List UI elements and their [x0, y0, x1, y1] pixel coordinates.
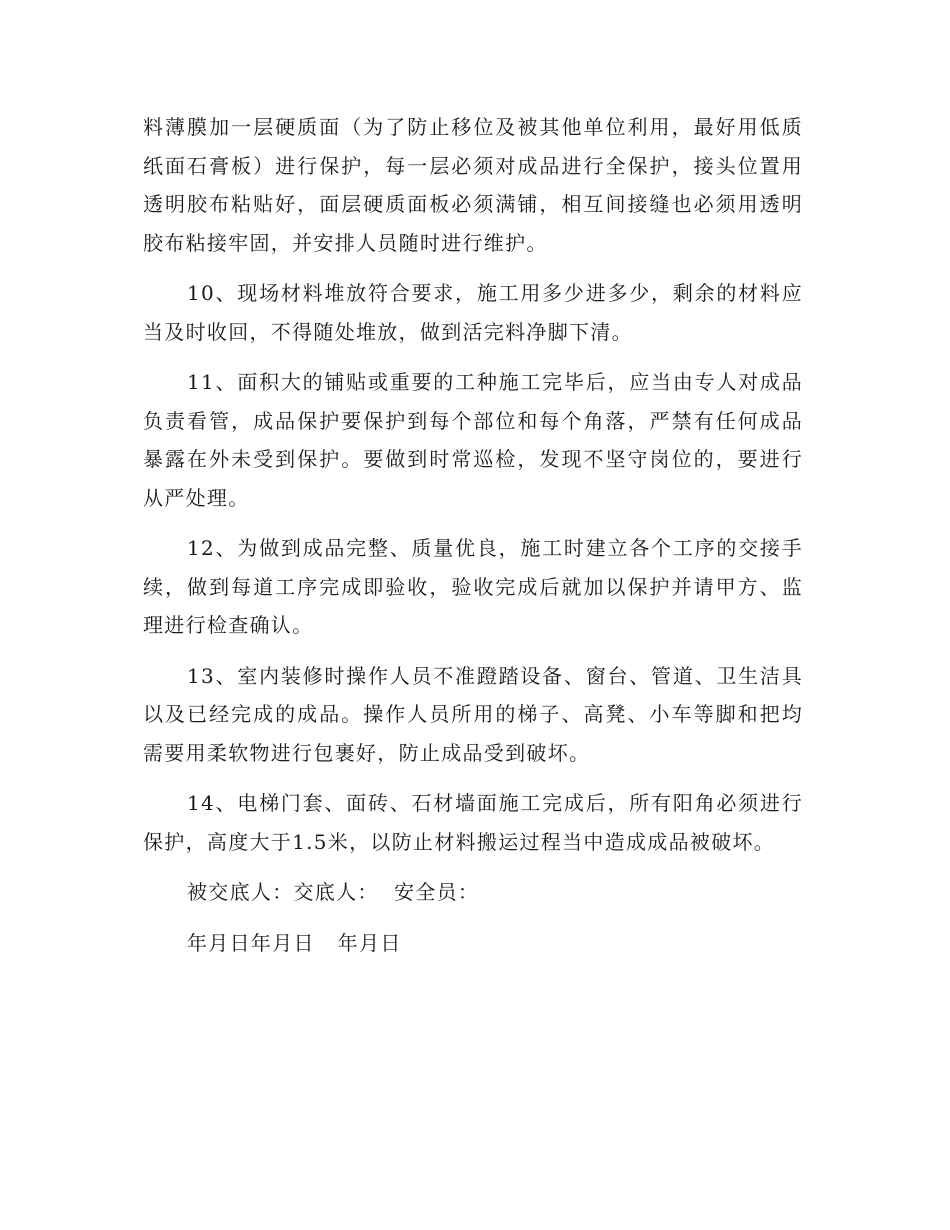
paragraph-item-11: 11、面积大的铺贴或重要的工种施工完毕后，应当由专人对成品负责看管，成品保护要保护到每个部位和每个角落，严禁有任何成品暴露在外未受到保护。要做到时常巡检，发现不坚守岗位的，要进行从严处理。 [143, 370, 803, 510]
signature-roles: 被交底人：交底人： 安全员： [187, 880, 480, 904]
paragraph-item-12: 12、为做到成品完整、质量优良，施工时建立各个工序的交接手续，做到每道工序完成即验收，验收完成后就加以保护并请甲方、监理进行检查确认。 [143, 536, 803, 637]
paragraph-item-14: 14、电梯门套、面砖、石材墙面施工完成后，所有阳角必须进行保护，高度大于1.5米，以防止材料搬运过程当中造成成品被破坏。 [143, 791, 803, 854]
document-body [143, 108, 803, 974]
paragraph-item-10: 10、现场材料堆放符合要求，施工用多少进多少，剩余的材料应当及时收回，不得随处堆放，做到活完料净脚下清。 [143, 281, 803, 344]
paragraph-item-13: 13、室内装修时操作人员不准蹬踏设备、窗台、管道、卫生洁具以及已经完成的成品。操作人员所用的梯子、高凳、小车等脚和把均需要用柔软物进行包裹好，防止成品受到破坏。 [143, 663, 803, 765]
paragraph-continued: 料薄膜加一层硬质面（为了防止移位及被其他单位利用，最好用低质纸面石膏板）进行保护，每一层必须对成品进行全保护，接头位置用透明胶布粘贴好，面层硬质面板必须满铺，相互间接缝也必须用透明胶布粘接牢固，并安排人员随时进行维护。 [143, 115, 803, 255]
signature-dates: 年月日年月日 年月日 [187, 930, 402, 955]
